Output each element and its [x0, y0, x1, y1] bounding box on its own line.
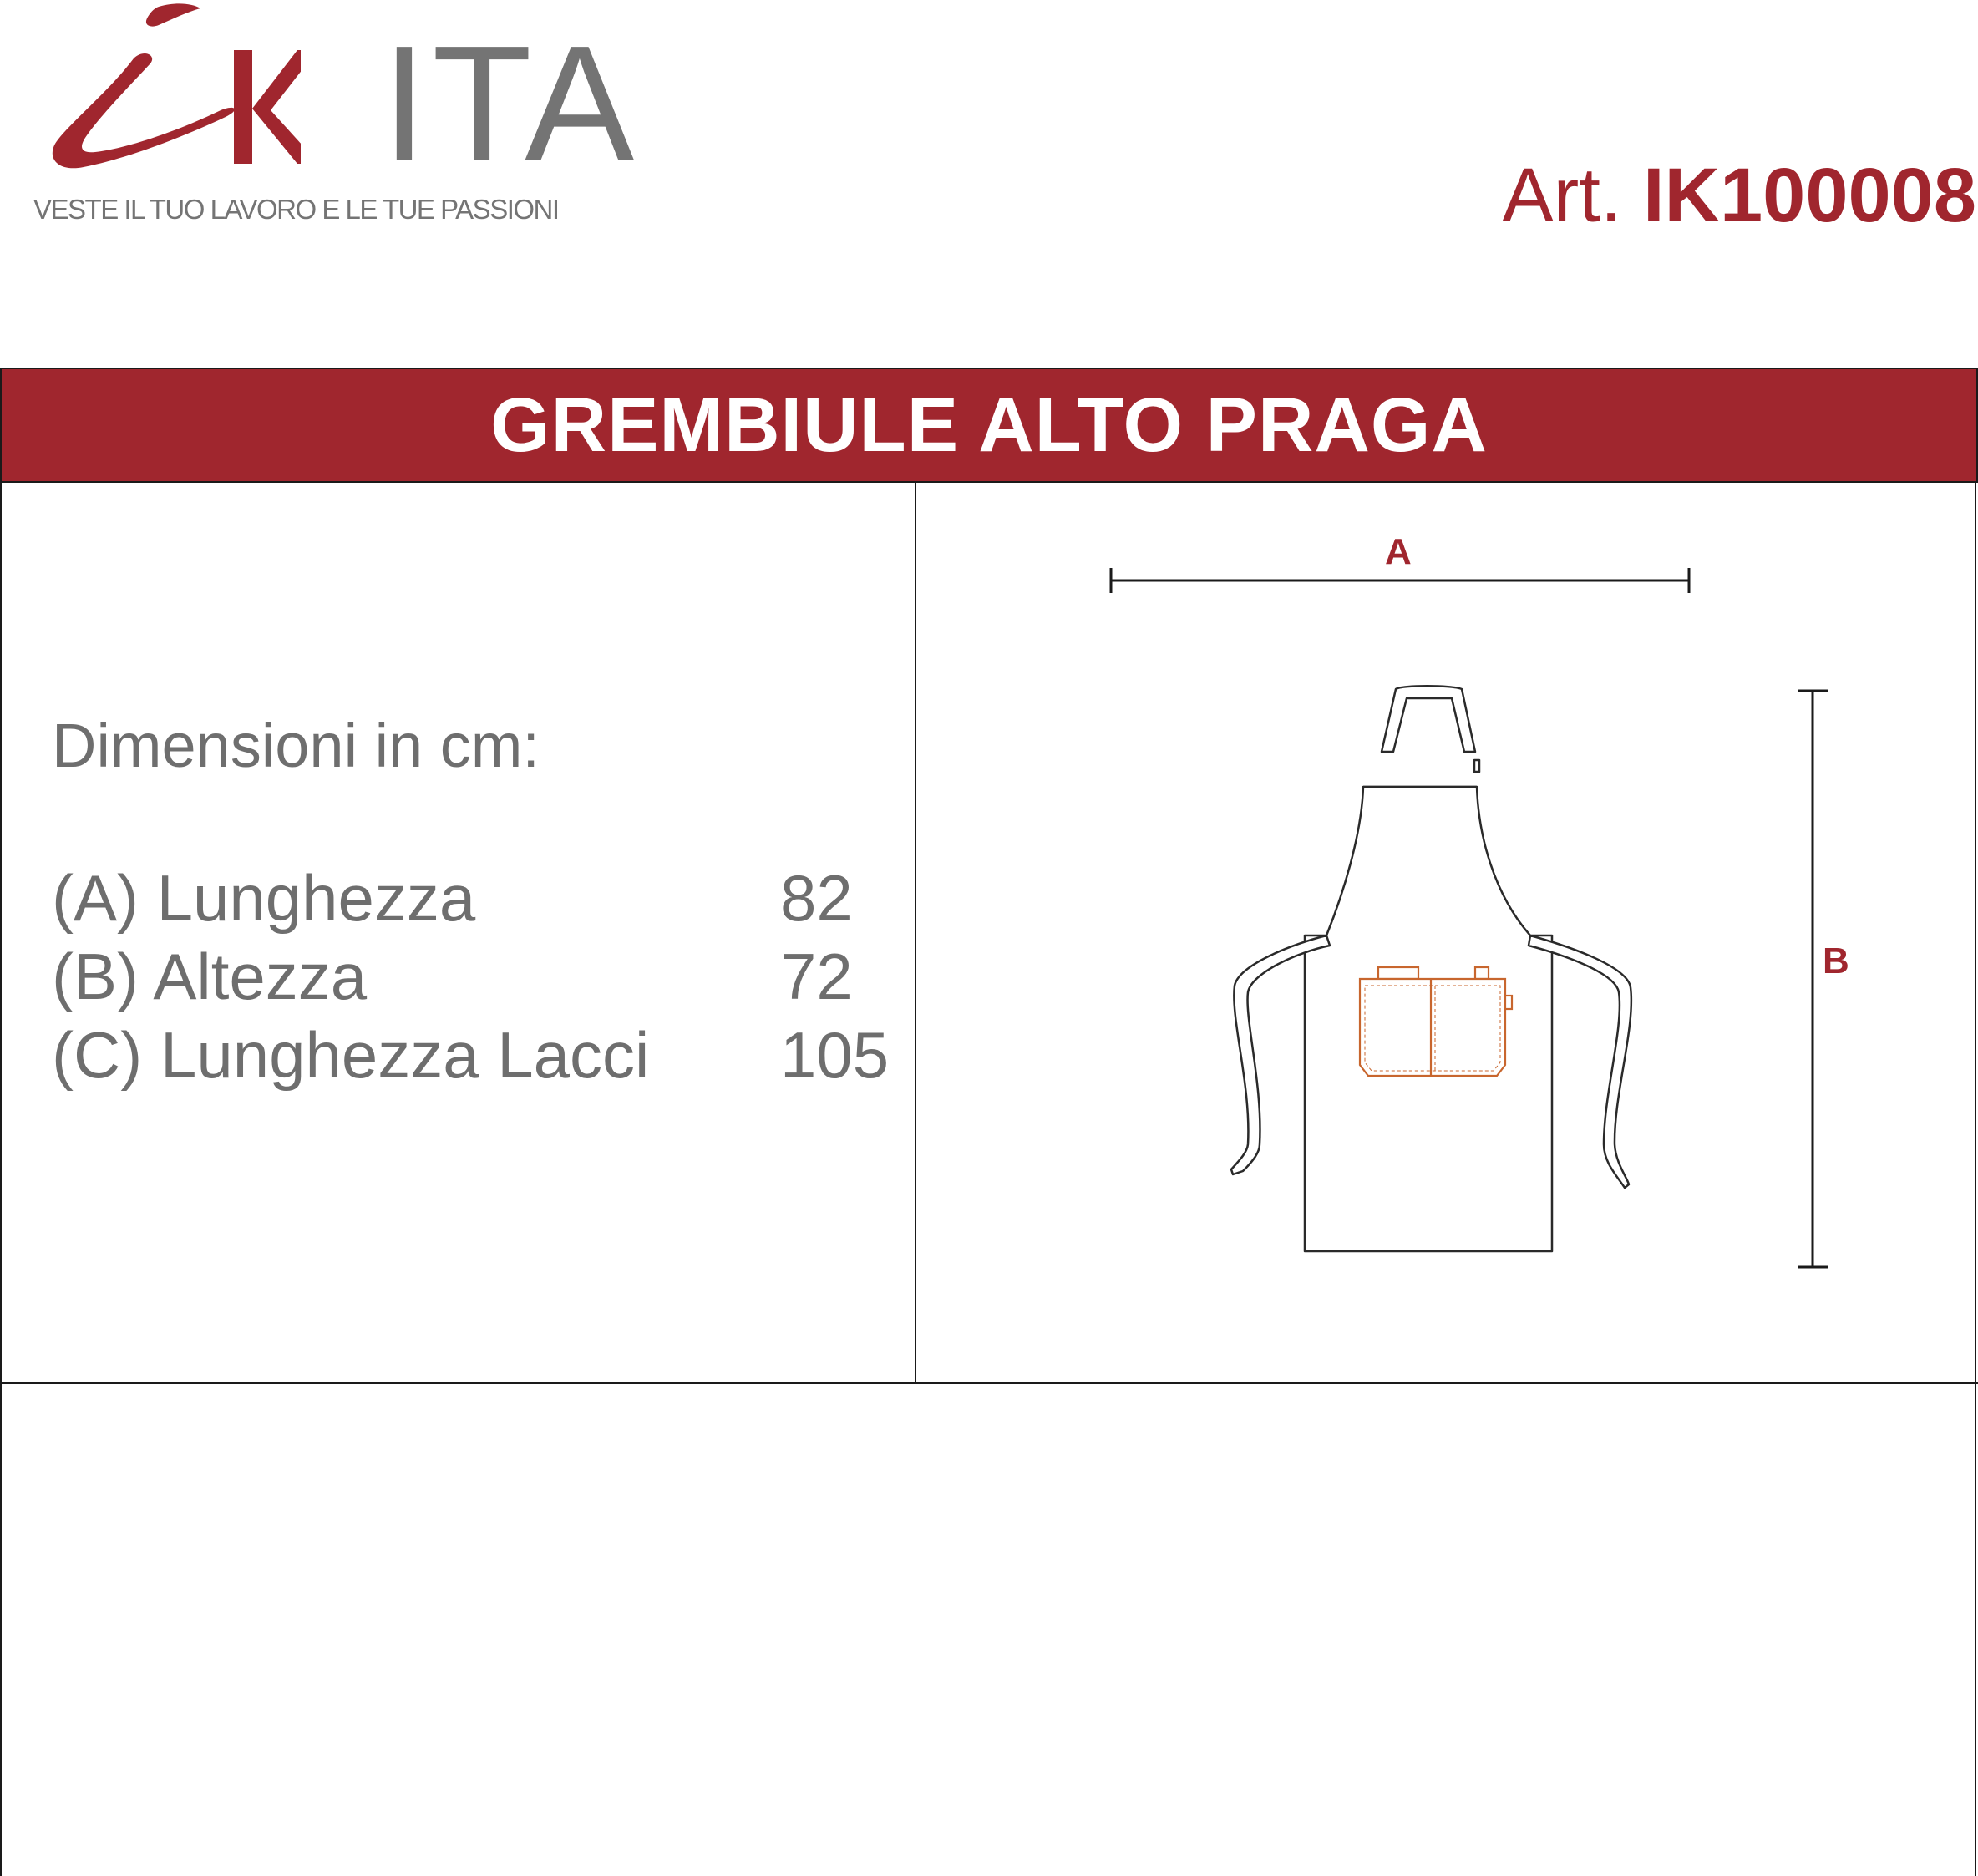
apron-pocket [1360, 967, 1512, 1076]
height-marker-label: B [1823, 941, 1849, 981]
dimension-label: (B) Altezza [52, 940, 368, 1013]
logo-wordmark-ita: ITA [381, 12, 640, 195]
dimensions-heading: Dimensioni in cm: [52, 711, 540, 780]
dimension-row-c [52, 1017, 895, 1094]
dimension-row-a [52, 860, 895, 937]
article-prefix: Art. [1502, 153, 1622, 238]
brand-tagline: VESTE IL TUO LAVORO E LE TUE PASSIONI [33, 194, 559, 225]
width-marker-label: A [1385, 531, 1412, 572]
product-title: GREMBIULE ALTO PRAGA [490, 382, 1488, 468]
article-number: IK100008 [1643, 153, 1976, 238]
product-title-bar [0, 368, 1978, 483]
row-divider [0, 1382, 1978, 1384]
dimension-value: 72 [780, 940, 853, 1013]
dimension-label: (A) Lunghezza [52, 861, 476, 935]
logo-i-mark-icon [33, 0, 301, 184]
dimension-value: 105 [780, 1018, 890, 1092]
dimension-value: 82 [780, 861, 853, 935]
article-code [1502, 153, 1976, 238]
apron-outline [1231, 686, 1631, 1251]
column-divider [915, 483, 916, 1384]
apron-diagram [917, 484, 1976, 1382]
dimension-row-b [52, 939, 895, 1016]
logo-wordmark [267, 12, 640, 195]
brand-logo [33, 0, 640, 242]
dimension-label: (C) Lunghezza Lacci [52, 1018, 650, 1092]
apron-drawing [917, 484, 1976, 1382]
